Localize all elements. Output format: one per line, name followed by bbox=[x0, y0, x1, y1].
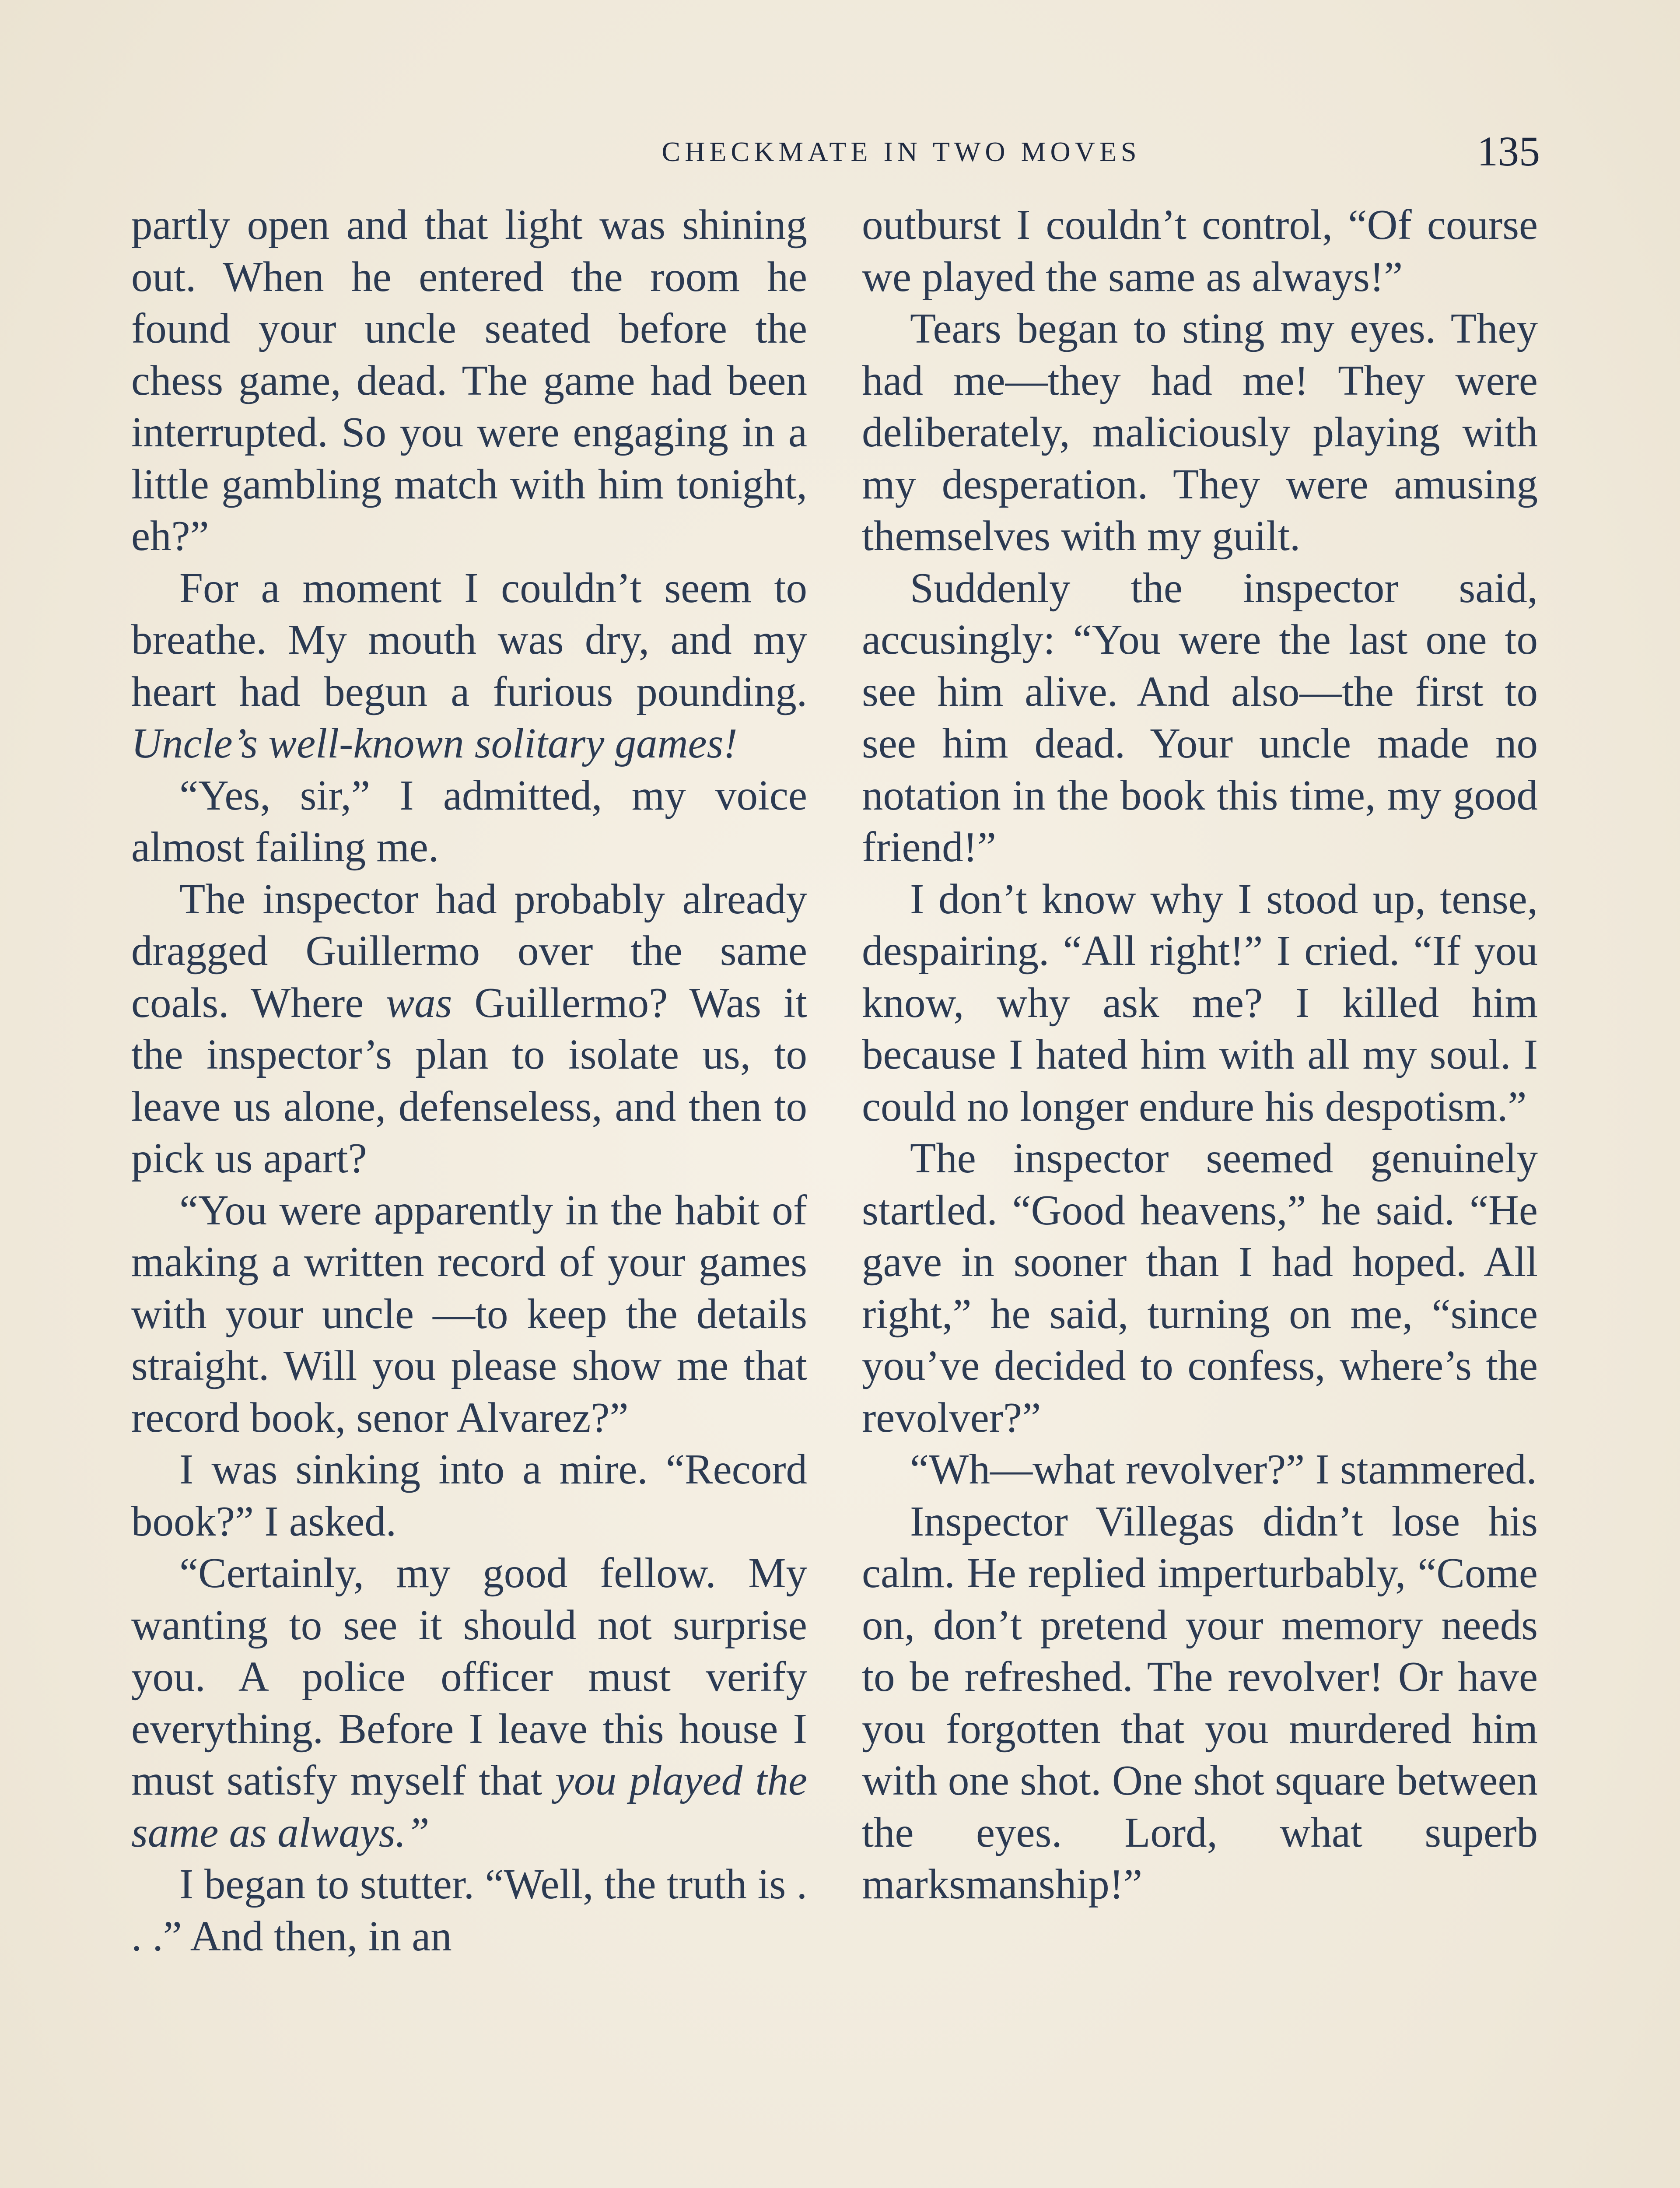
paragraph bbox=[862, 199, 1538, 303]
text-run: I was sinking into a mire. “Record book?” I asked. bbox=[131, 1446, 807, 1545]
italic-text: Uncle’s well-known solitary games! bbox=[131, 720, 738, 767]
text-run: Guillermo? Was it the inspector’s plan to isolate us, to leave us alone, defenseless, and then to pick us apart? bbox=[131, 979, 807, 1182]
paragraph bbox=[131, 199, 807, 562]
paragraph bbox=[862, 562, 1538, 873]
page-header bbox=[131, 127, 1540, 179]
paragraph bbox=[131, 873, 807, 1185]
paragraph bbox=[131, 1858, 807, 1962]
paragraph bbox=[862, 1496, 1538, 1911]
paragraph bbox=[131, 1185, 807, 1444]
text-run: Tears began to sting my eyes. They had me—they had me! They were deliberately, maliciously playing with my desperation. They were amusing themselves with my guilt. bbox=[862, 305, 1538, 559]
paragraph bbox=[862, 1444, 1538, 1496]
text-run: For a moment I couldn’t seem to breathe. My mouth was dry, and my heart had begun a furious pounding. bbox=[131, 564, 807, 715]
text-run: “Certainly, my good fellow. My wanting to see it should not surprise you. A police officer must verify everything. Before I leave this house I must satisfy myself that bbox=[131, 1550, 807, 1804]
text-column-left bbox=[131, 199, 807, 2188]
page-number: 135 bbox=[1477, 128, 1540, 175]
paragraph bbox=[131, 1547, 807, 1858]
text-run: The inspector seemed genuinely startled. “Good heavens,” he said. “He gave in sooner than I had hoped. All right,” he said, turning on me, “since you’ve decided to confess, where’s the revolver?” bbox=[862, 1135, 1538, 1441]
text-run: outburst I couldn’t control, “Of course we played the same as always!” bbox=[862, 201, 1538, 300]
text-run: The inspector had probably already dragged Guillermo over the same coals. Where bbox=[131, 875, 807, 1026]
text-run: “You were apparently in the habit of making a written record of your games with your uncle —to keep the details straight. Will you please show me that record book, senor Alvarez?” bbox=[131, 1186, 807, 1441]
text-run: “Wh—what revolver?” I stammered. bbox=[910, 1446, 1537, 1493]
italic-text: was bbox=[386, 979, 452, 1026]
text-run: Suddenly the inspector said, accusingly: “You were the last one to see him alive. And also—the first to see him dead. Your uncle made no notation in the book this time, my good friend!” bbox=[862, 564, 1538, 870]
paragraph bbox=[131, 1444, 807, 1547]
italic-text: you played the same as always.” bbox=[131, 1757, 807, 1856]
text-run: I began to stutter. “Well, the truth is . . .” And then, in an bbox=[131, 1861, 807, 1960]
text-run: “Yes, sir,” I admitted, my voice almost failing me. bbox=[131, 771, 807, 870]
paragraph bbox=[862, 873, 1538, 1133]
running-title: CHECKMATE IN TWO MOVES bbox=[662, 136, 1141, 167]
text-run: I don’t know why I stood up, tense, despairing. “All right!” I cried. “If you know, why ask me? I killed him because I hated him with all my soul. I could no longer endure his despotism.” bbox=[862, 875, 1538, 1130]
text-run: Inspector Villegas didn’t lose his calm. He replied imperturbably, “Come on, don’t pretend your memory needs to be refreshed. The revolver! Or have you forgotten that you murdered him with one shot. One shot square between the eyes. Lord, what superb marksmanship!” bbox=[862, 1497, 1538, 1907]
text-run: partly open and that light was shining out. When he entered the room he found your uncle seated before the chess game, dead. The game had been interrupted. So you were engaging in a little gambling match with him tonight, eh?” bbox=[131, 201, 807, 559]
paragraph bbox=[862, 1133, 1538, 1444]
paragraph bbox=[862, 303, 1538, 562]
text-column-right bbox=[862, 199, 1538, 2188]
paragraph bbox=[131, 562, 807, 770]
paragraph bbox=[131, 770, 807, 873]
